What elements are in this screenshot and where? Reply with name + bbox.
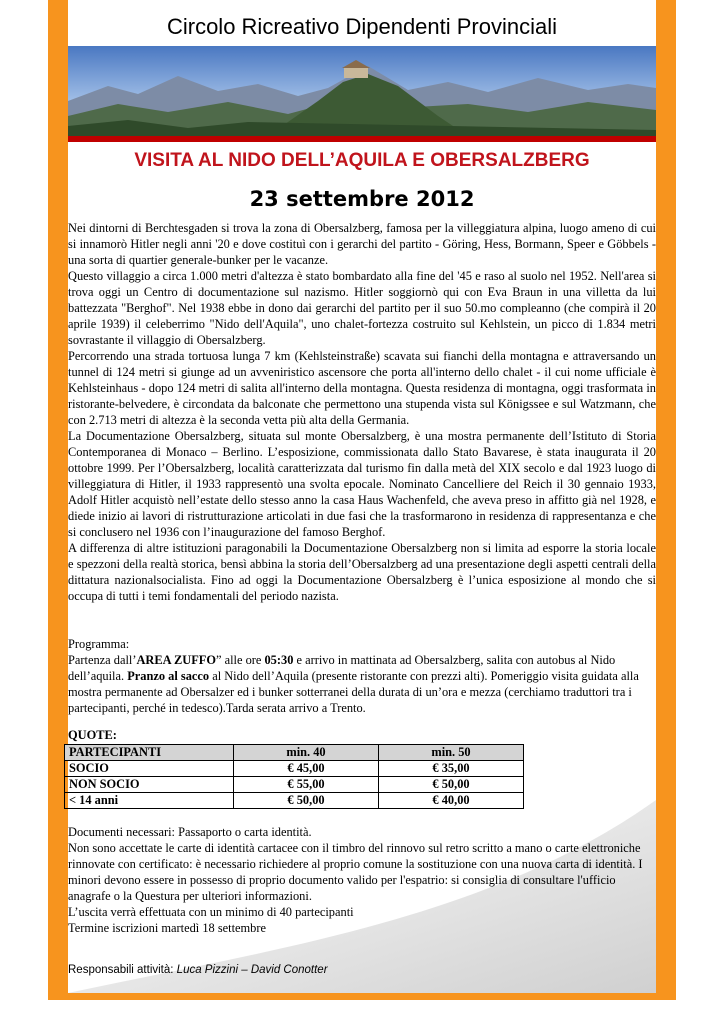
table-header-cell: PARTECIPANTI <box>65 745 234 761</box>
docs-line: Documenti necessari: Passaporto o carta identità. <box>68 825 312 839</box>
quotes-label: QUOTE: <box>68 728 117 742</box>
table-cell: € 40,00 <box>379 793 524 809</box>
table-cell: € 35,00 <box>379 761 524 777</box>
documents-section <box>68 824 656 936</box>
organization-title: Circolo Ricreativo Dipendenti Provinciali <box>166 14 558 39</box>
table-row <box>65 761 524 777</box>
table-cell: SOCIO <box>65 761 234 777</box>
paragraph: La Documentazione Obersalzberg, situata sul monte Obersalzberg, è una mostra permanente dell’Istituto di Storia Contemporanea di Monaco – Berlino. L’esposizione, commissionata dallo Stato Bavarese, è stata inaugurata il 20 ottobre 1999. Per l’Obersalzberg, località caratterizzata dal turismo fin dalla metà del XIX secolo e dal 1923 luogo di villeggiatura di Hitler, il 1933 rappresentò una svolta epocale. Nominato Cancelliere del Reich il 30 gennaio 1933, Adolf Hitler acquistò nell’estate dello stesso anno la casa Haus Wachenfeld, che aveva preso in affitto già nel 1928, e diede inizio ai lavori di ristrutturazione articolati in due fasi che la trasformarono in residenza di rappresentanza e che si conclusero nel 1936 con l’inaugurazione del famoso Berghof. <box>68 429 656 539</box>
docs-line: Termine iscrizioni martedì 18 settembre <box>68 921 267 935</box>
table-cell: < 14 anni <box>65 793 234 809</box>
program-text-part: al Nido dell’Aquila (presente ristorante con prezzi alti). Pomeriggio visita guidata alla mostra permanente ad Obersalzer ed i bunker sotterranei della durata di un’ora e mezza (cerchiamo traduttori tra i partecipanti, perché in tedesco).Tarda serata arrivo a Trento. <box>68 669 639 715</box>
responsibles-label: Responsabili attività: <box>68 964 177 976</box>
program-text <box>68 652 656 716</box>
table-header-cell: min. 40 <box>234 745 379 761</box>
program-text-bold: 05:30 <box>264 653 294 667</box>
program-section <box>68 636 656 716</box>
frame-bottom <box>48 993 676 1000</box>
paragraph: Questo villaggio a circa 1.000 metri d'altezza è stato bombardato alla fine del '45 e raso al suolo nel 1952. Nell'area si trova oggi un Centro di documentazione sul nazismo. Hitler soggiornò qui con Eva Braun in una villetta da lui battezzata "Berghof". Nel 1938 ebbe in dono dai gerarchi del partito per il suo 50.mo compleanno (che compirà il 20 aprile 1939) il celeberrimo "Nido dell'Aquila", uno chalet-fortezza costruito sul Kehlstein, un picco di 1.834 metri sovrastante il villaggio di Obersalzberg. <box>68 269 656 347</box>
program-text-bold: Pranzo al sacco <box>127 669 210 683</box>
responsibles-names: Luca Pizzini – David Conotter <box>176 964 328 976</box>
table-row <box>65 793 524 809</box>
table-cell: € 45,00 <box>234 761 379 777</box>
program-text-bold: AREA ZUFFO <box>136 653 216 667</box>
paragraph: Nei dintorni di Berchtesgaden si trova la zona di Obersalzberg, famosa per la villeggiatura alpina, luogo ameno di cui si innamorò Hitler negli anni '20 e dove costituì con i gerarchi del partito - Göring, Hess, Bormann, Speer e Göbbels - una sorta di quartier generale-bunker per le vacanze. <box>68 221 656 267</box>
docs-line: L’uscita verrà effettuata con un minimo di 40 partecipanti <box>68 905 354 919</box>
event-date: 23 settembre 2012 <box>249 187 475 211</box>
table-cell: € 50,00 <box>379 777 524 793</box>
program-text-part: e arrivo in mattinata ad Obersalzberg, salita con autobus al Nido dell’aquila. <box>68 653 616 683</box>
page-title: VISITA AL NIDO DELL’AQUILA E OBERSALZBERG <box>134 150 590 171</box>
quotes-table <box>64 744 524 809</box>
table-header-cell: min. 50 <box>379 745 524 761</box>
frame-left <box>48 0 68 1000</box>
table-cell: NON SOCIO <box>65 777 234 793</box>
responsibles-line <box>68 964 328 976</box>
table-row <box>65 777 524 793</box>
program-heading: Programma: <box>68 637 130 651</box>
docs-line: Non sono accettate le carte di identità cartacee con il timbro del rinnovo sul retro scritto a mano o carte elettroniche rinnovate con certificato: è necessario richiedere al proprio comune la sostituzione con una nuova carta di identità. I minori devono essere in possesso di proprio documento valido per l'espatrio: si consiglia di consultare l'ufficio anagrafe o la Questura per ulteriori informazioni. <box>68 841 643 903</box>
program-text-part: ” alle ore <box>215 653 265 667</box>
table-cell: € 55,00 <box>234 777 379 793</box>
paragraph: Percorrendo una strada tortuosa lunga 7 km (Kehlsteinstraße) scavata sui fianchi della montagna e attraversando un tunnel di 124 metri si giunge ad un avveniristico ascensore che porta all'interno dello chalet - il cui nome ufficiale è Kehlsteinhaus - dopo 124 metri di salita all'interno della montagna. Questa residenza di montagna, oggi trasformata in ristorante-belvedere, è circondata da balconate che permettono una stupenda vista sul Königssee e sul Watzmann, che con 2.713 metri di altezza è la seconda vetta più alta della Germania. <box>68 349 656 427</box>
mountain-banner-image <box>68 46 656 136</box>
description-body <box>68 220 656 604</box>
frame-right <box>656 0 676 1000</box>
paragraph: A differenza di altre istituzioni paragonabili la Documentazione Obersalzberg non si limita ad esporre la storia locale e spezzoni della realtà storica, bensì abbina la storia dell’Obersalzberg ad una presentazione degli aspetti centrali della dittatura nazionalsocialista. Fino ad oggi la Documentazione Obersalzberg è l’unica esposizione al mondo che si occupa di tutti i temi fondamentali del periodo nazista. <box>68 541 656 603</box>
table-header-row <box>65 745 524 761</box>
banner-red-bar <box>68 136 656 142</box>
program-text-part: Partenza dall’ <box>68 653 137 667</box>
table-cell: € 50,00 <box>234 793 379 809</box>
